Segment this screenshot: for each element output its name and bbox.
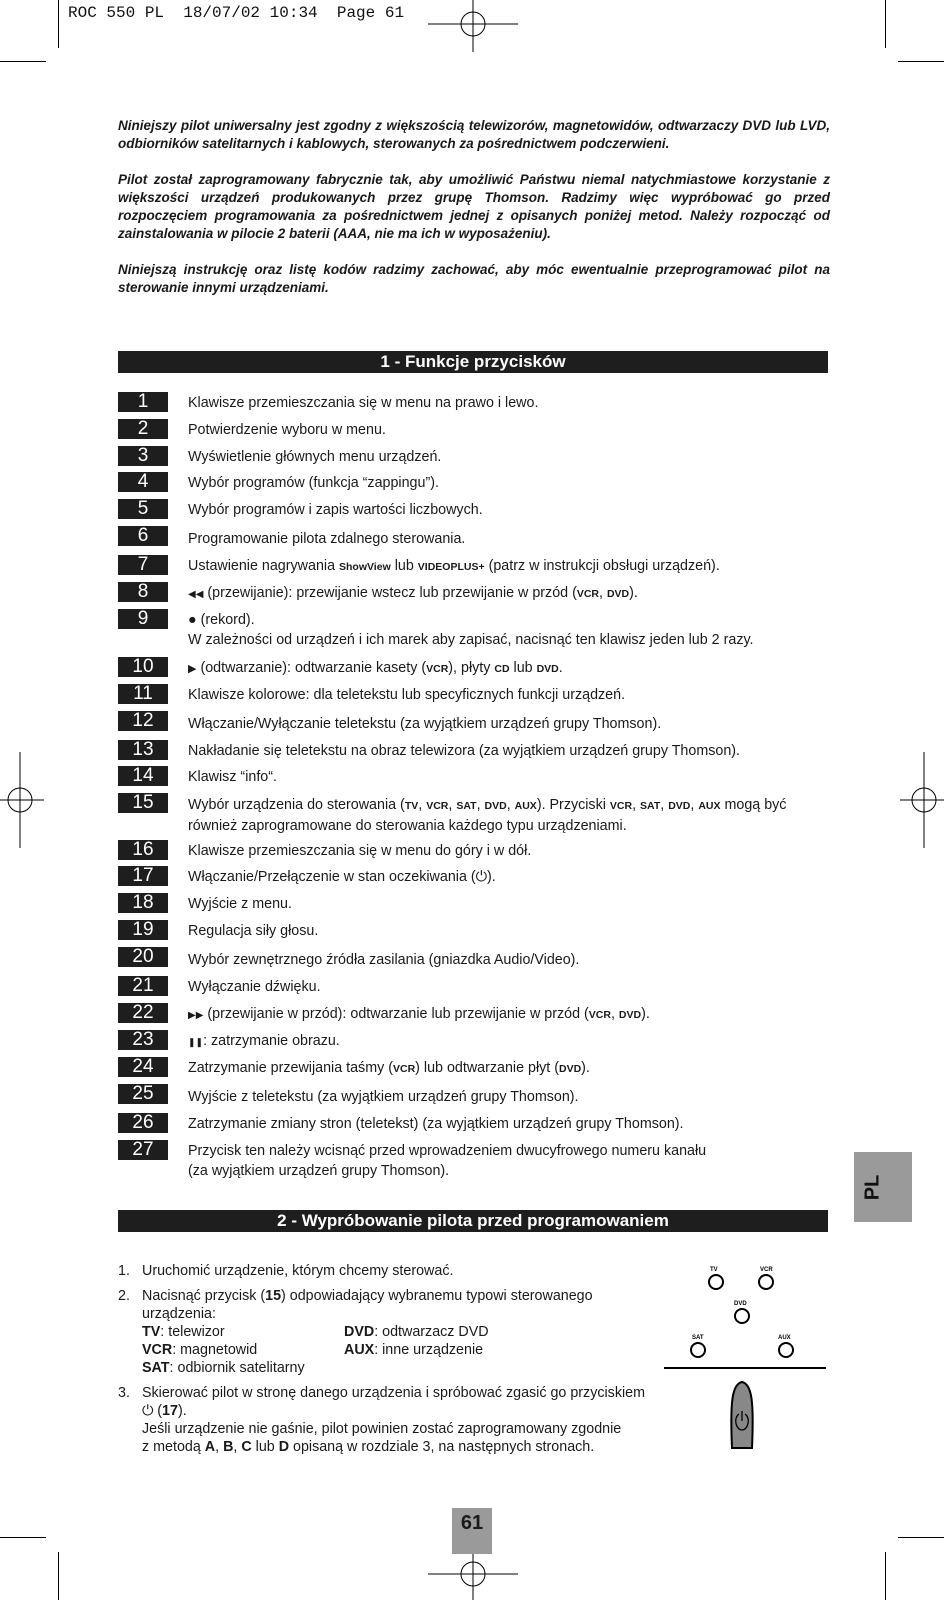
page-number: 61 [452, 1508, 492, 1554]
crop-mark [58, 1552, 59, 1600]
item-text: Wybór urządzenia do sterowania (TV, VCR, SAT, DVD, AUX). Przyciski VCR, SAT, DVD, AUX mogą być również zaprogramowane do sterowania każdego typu urządzeniami. [188, 797, 787, 834]
section-2-title: 2 - Wypróbowanie pilota przed programowaniem [118, 1210, 828, 1232]
intro-paragraph: Niniejszą instrukcję oraz listę kodów radzimy zachować, aby móc ewentualnie przeprogramować pilot na sterowanie innymi urządzeniami. [118, 262, 830, 295]
item-number: 23 [118, 1030, 168, 1050]
item-number: 21 [118, 976, 168, 996]
item-number: 1 [118, 392, 168, 412]
power-icon: ⏻ [142, 1403, 154, 1419]
record-icon: ● [188, 612, 197, 628]
item-text: Zatrzymanie zmiany stron (teletekst) (za wyjątkiem urządzeń grupy Thomson). [188, 1116, 684, 1132]
dvd-button [735, 1309, 749, 1323]
item-text: ▶ (odtwarzanie): odtwarzanie kasety (VCR), płyty CD lub DVD. [188, 660, 563, 676]
item-text: Włączanie/Przełączenie w stan oczekiwania (⏻). [188, 869, 496, 885]
vcr-label: VCR [760, 1267, 773, 1273]
item-text: Regulacja siły głosu. [188, 923, 319, 939]
registration-mark-top [428, 0, 518, 52]
item-number: 3 [118, 446, 168, 466]
remote-illustration [660, 1262, 830, 1454]
item-number: 18 [118, 893, 168, 913]
item-number: 25 [118, 1084, 168, 1104]
item-text: ❚❚: zatrzymanie obrazu. [188, 1033, 340, 1049]
crop-mark [58, 0, 59, 48]
crop-mark [898, 61, 944, 62]
item-number: 19 [118, 920, 168, 940]
item-number: 26 [118, 1113, 168, 1133]
step-text: Skierować pilot w stronę danego urządzenia i spróbować zgasić go przyciskiem ⏻ (17). Jeśli urządzenie nie gaśnie, pilot powinien zostać zaprogramowany zgodnie z metodą A, B, C lub D opisaną w rozdziale 3, na następnych stronach. [142, 1385, 646, 1455]
intro-paragraph: Pilot został zaprogramowany fabrycznie tak, aby umożliwić Państwu niemal natychmiastowe korzystanie z większości urządzeń produkowanych przez grupę Thomson. Radzimy więc wypróbować go przed rozpoczęciem programowania za pośrednictwem jednej z opisanych poniżej metod. Należy rozpocząć od zainstalowania w pilocie 2 baterii (AAA, nie ma ich w wyposażeniu). [118, 172, 830, 241]
item-number: 24 [118, 1057, 168, 1077]
item-number: 27 [118, 1140, 168, 1160]
item-number: 15 [118, 793, 168, 813]
device-aux: AUX: inne urządzenie [344, 1342, 484, 1358]
item-text: Wyświetlenie głównych menu urządzeń. [188, 449, 442, 465]
item-text: Programowanie pilota zdalnego sterowania. [188, 531, 466, 547]
rewind-icon: ◀◀ [188, 589, 204, 600]
crop-mark [0, 1537, 46, 1538]
item-text: Przycisk ten należy wcisnąć przed wprowadzeniem dwucyfrowego numeru kanału (za wyjątkiem urządzeń grupy Thomson). [188, 1143, 707, 1179]
tv-label: TV [710, 1267, 718, 1273]
item-number: 9 [118, 609, 168, 629]
item-text: Włączanie/Wyłączanie teletekstu (za wyjątkiem urządzeń grupy Thomson). [188, 716, 662, 732]
item-text: Ustawienie nagrywania ShowView lub VIDEOPLUS+ (patrz w instrukcji obsługi urządzeń). [188, 558, 720, 574]
language-tab: PL [854, 1152, 912, 1222]
crop-mark [0, 61, 46, 62]
item-text: Wyłączanie dźwięku. [188, 979, 321, 995]
item-number: 2 [118, 419, 168, 439]
item-number: 11 [118, 684, 168, 704]
item-number: 7 [118, 555, 168, 575]
registration-mark-left [0, 752, 44, 848]
crop-mark [885, 1552, 886, 1600]
item-text: Wybór programów (funkcja “zappingu”). [188, 475, 439, 491]
item-number: 4 [118, 472, 168, 492]
dvd-label: DVD [734, 1301, 747, 1307]
item-text: Zatrzymanie przewijania taśmy (VCR) lub odtwarzanie płyt (DVD). [188, 1060, 590, 1076]
item-number: 20 [118, 947, 168, 967]
item-text: Wybór programów i zapis wartości liczbowych. [188, 502, 483, 518]
item-text: Klawisz “info“. [188, 769, 277, 785]
item-number: 22 [118, 1003, 168, 1023]
print-header: ROC 550 PL 18/07/02 10:34 Page 61 [68, 4, 405, 22]
sat-label: SAT [692, 1335, 704, 1341]
step-number: 3. [118, 1385, 130, 1401]
tv-button [709, 1275, 723, 1289]
item-text: Wybór zewnętrznego źródła zasilania (gniazdka Audio/Video). [188, 952, 580, 968]
pause-icon: ❚❚ [188, 1037, 204, 1047]
item-text: Wyjście z teletekstu (za wyjątkiem urządzeń grupy Thomson). [188, 1089, 579, 1105]
vcr-button [759, 1275, 773, 1289]
item-text: Klawisze przemieszczania się w menu na prawo i lewo. [188, 395, 539, 411]
item-number: 13 [118, 740, 168, 760]
item-number: 14 [118, 766, 168, 786]
item-number: 10 [118, 657, 168, 677]
device-sat: SAT: odbiornik satelitarny [142, 1360, 305, 1376]
step-number: 2. [118, 1288, 130, 1304]
item-number: 5 [118, 499, 168, 519]
item-number: 8 [118, 582, 168, 602]
device-vcr: VCR: magnetowid [142, 1342, 258, 1358]
play-icon: ▶ [188, 663, 197, 675]
item-text: ● (rekord). W zależności od urządzeń i ich marek aby zapisać, nacisnąć ten klawisz jeden lub 2 razy. [188, 612, 754, 648]
intro-paragraph: Niniejszy pilot uniwersalny jest zgodny z większością telewizorów, magnetowidów, odtwarzaczy DVD lub LVD, odbiorników satelitarnych i kablowych, sterowanych za pośrednictwem podczerwieni. [118, 118, 830, 151]
section-1-title: 1 - Funkcje przycisków [118, 351, 828, 373]
item-number: 17 [118, 866, 168, 886]
crop-mark [898, 1537, 944, 1538]
crop-mark [885, 0, 886, 48]
aux-label: AUX [778, 1335, 791, 1341]
item-number: 6 [118, 526, 168, 546]
aux-button [779, 1343, 793, 1357]
sat-button [691, 1343, 705, 1357]
item-text: Klawisze przemieszczania się w menu do góry i w dół. [188, 843, 532, 859]
item-number: 12 [118, 711, 168, 731]
registration-mark-bottom [428, 1550, 518, 1600]
item-text: ▶▶ (przewijanie w przód): odtwarzanie lub przewijanie w przód (VCR, DVD). [188, 1006, 650, 1022]
item-text: Wyjście z menu. [188, 896, 292, 912]
step-text: Nacisnąć przycisk (15) odpowiadający wybranemu typowi sterowanego urządzenia: [142, 1288, 593, 1322]
item-number: 16 [118, 840, 168, 860]
item-text: Klawisze kolorowe: dla teletekstu lub specyficznych funkcji urządzeń. [188, 687, 626, 703]
step-number: 1. [118, 1263, 130, 1279]
step-text: Uruchomić urządzenie, którym chcemy sterować. [142, 1263, 454, 1279]
device-tv: TV: telewizor [142, 1324, 225, 1340]
power-icon: ⏻ [475, 869, 487, 885]
item-text: ◀◀ (przewijanie): przewijanie wstecz lub przewijanie w przód (VCR, DVD). [188, 585, 638, 601]
item-text: Nakładanie się teletekstu na obraz telewizora (za wyjątkiem urządzeń grupy Thomson). [188, 743, 741, 759]
registration-mark-right [900, 752, 944, 848]
device-dvd: DVD: odtwarzacz DVD [344, 1324, 489, 1340]
fast-forward-icon: ▶▶ [188, 1010, 204, 1021]
item-text: Potwierdzenie wyboru w menu. [188, 422, 386, 438]
